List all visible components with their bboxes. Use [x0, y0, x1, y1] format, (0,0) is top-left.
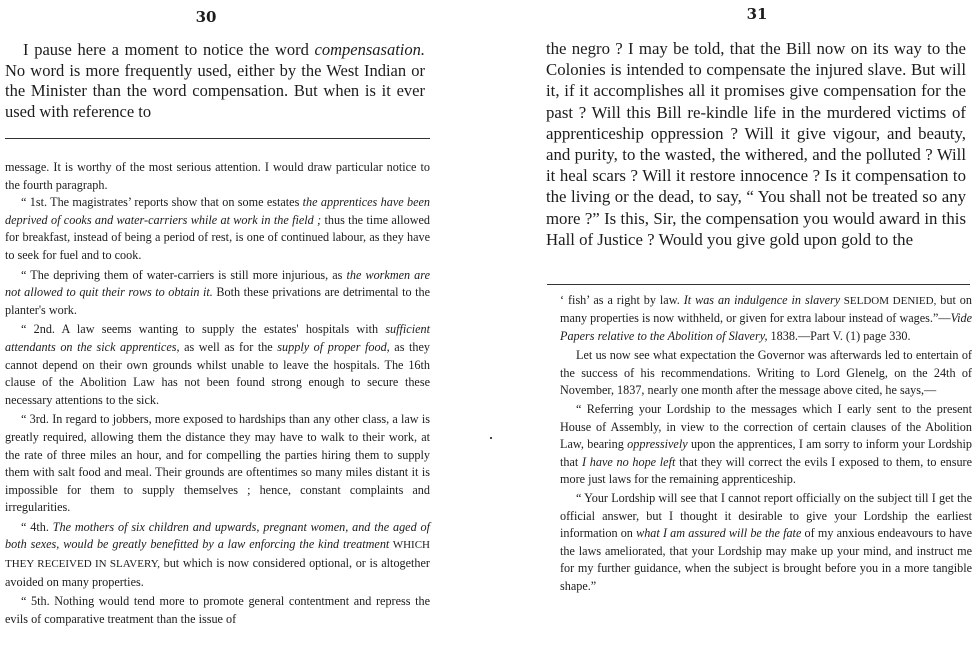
right-page [540, 0, 980, 651]
page-number: 31 [746, 5, 768, 23]
footnote-divider [547, 284, 970, 285]
page-number: 30 [195, 8, 217, 26]
main-text [546, 38, 966, 250]
main-text [5, 40, 425, 122]
footnote-paragraph: “ Your Lordship will see that I cannot report officially on the subject till I get the official answer, but I thought it desirable to give your Lordship the earliest information on what I am assured will be the fate of my anxious endeavours to have the laws ameliorated, that your Lordship may make up your mind, and instruct me for my further guidance, when the subject is brought before you in a more tangible shape.” [560, 491, 973, 593]
footnote-paragraph: “ 5th. Nothing would tend more to promote general contentment and repress the evils of comparative treatment than the issue of [5, 594, 430, 626]
footnote-block [5, 159, 430, 628]
footnote-paragraph: message. It is worthy of the most serious attention. I would draw particular notice to the fourth paragraph. [5, 160, 430, 192]
footnote-paragraph: “ 3rd. In regard to jobbers, more exposed to hardships than any other class, a law is greatly required, allowing them the distance they may have to walk to their work, at the rate of three miles an hour, and for compelling the parties hiring them to supply them with salt food and meal. Their grounds are oftentimes so many miles distant it is impossible for them to supply themselves ; hence, constant complaints and irregularities. [5, 412, 430, 515]
paragraph: I pause here a moment to notice the word compensasation. No word is more frequently used, either by the West Indian or the Minister than the word compensation. But when is it ever used with reference to [5, 40, 425, 121]
footnote-paragraph: “ 4th. The mothers of six children and upwards, pregnant women, and the aged of both sexes, would be greatly benefitted by a law enforcing the kind treatment WHICH THEY RECEIVED IN SLAVERY, but which is now considered optional, or is altogether avoided on many properties. [5, 519, 430, 589]
footnote-paragraph: ‘ fish’ as a right by law. It was an indulgence in slavery SELDOM DENIED, but on many properties is now withheld, or given for extra labour instead of wages.”—Vide Papers relative to the Abolition of Slavery, 1838.—Part V. (1) page 330. [560, 293, 972, 343]
footnote-paragraph: “ 1st. The magistrates’ reports show that on some estates the apprentices have been deprived of cooks and water-carriers while at work in the field ; thus the time allowed for breakfast, instead of being a period of rest, is one of continued labour, as they have to seek for fuel and to cook. [5, 195, 431, 262]
paragraph: the negro ? I may be told, that the Bill now on its way to the Colonies is intended to compensate the injured slave. But will it, if it accomplishes all it promises give compensation for the past ? Will this Bill re-kindle life in the murdered victims of apprenticeship oppression ? Will it give vigour, and beauty, and purity, to the wasted, the withered, and the polluted ? Will it heal scars ? Will it restore innocence ? Is it compensation to the living or the dead, to say, “ You shall not be treated so any more ?” Is this, Sir, the compensation you would award in this Hall of Justice ? Would you give gold upon gold to the [546, 39, 966, 249]
left-page [0, 0, 440, 651]
footnote-paragraph: Let us now see what expectation the Governor was afterwards led to entertain of the success of his recommendations. Writing to Lord Glenelg, on the 24th of November, 1837, nearly one month after the message above cited, he says,— [560, 348, 972, 398]
footnote-paragraph: “ Referring your Lordship to the messages which I early sent to the present House of Assembly, in view to the correction of certain clauses of the Abolition Law, bearing oppressively upon the apprentices, I am sorry to inform your Lordship that I have no hope left that they will correct the evils I exposed to them, to ensure more just laws for the remaining apprenticeship. [560, 402, 973, 487]
footnote-divider [5, 138, 430, 139]
gutter-speck [490, 437, 492, 439]
footnote-paragraph: “ 2nd. A law seems wanting to supply the estates' hospitals with sufficient attendants on the sick apprentices, as well as for the supply of proper food, as they cannot depend on their own grounds whilst unable to leave the hospitals. The 16th clause of the Abolition Law has not been found strong enough to secure these necessary attentions to the sick. [5, 322, 430, 407]
footnote-block [560, 292, 972, 595]
footnote-paragraph: “ The depriving them of water-carriers is still more injurious, as the workmen are not allowed to quit their rows to obtain it. Both these privations are detrimental to the planter's work. [5, 267, 430, 317]
